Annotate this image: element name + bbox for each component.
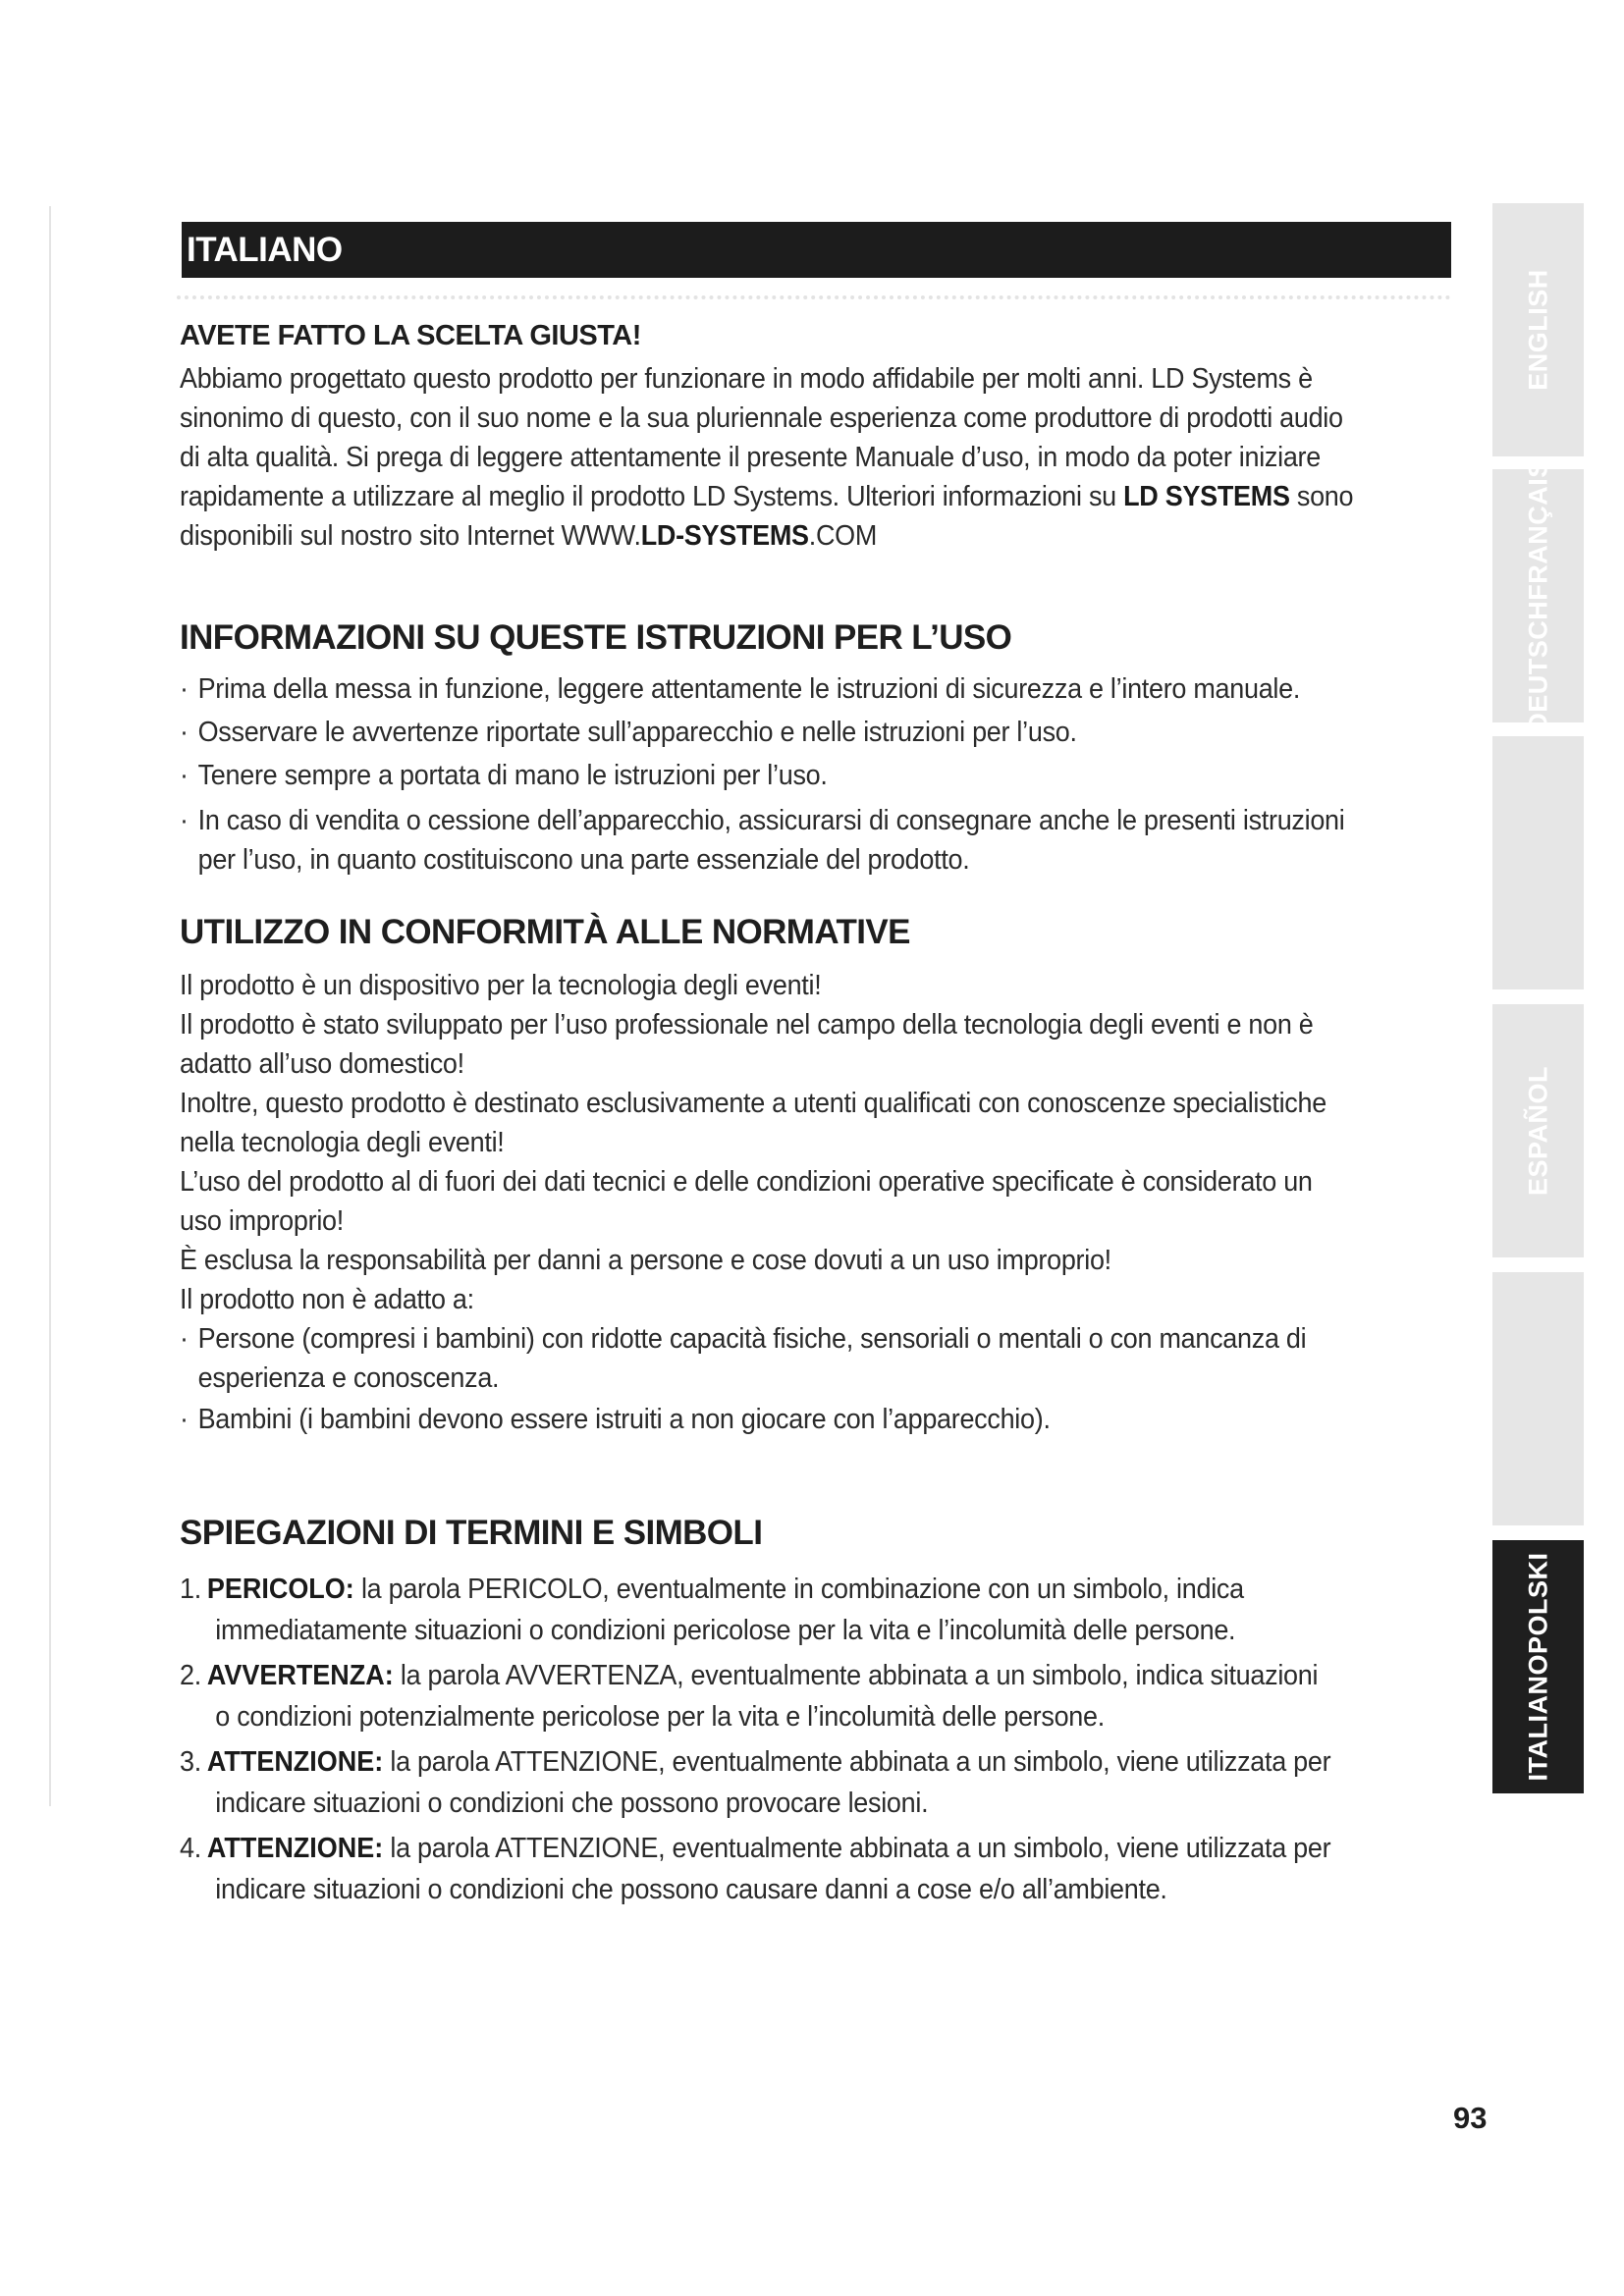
intro-line: Abbiamo progettato questo prodotto per funzionare in modo affidabile per molti anni. LD Systems è xyxy=(180,363,1313,395)
item-text: la parola PERICOLO, eventualmente in combinazione con un simbolo, indica xyxy=(353,1574,1244,1605)
tab-deutsch-francais[interactable] xyxy=(1492,459,1584,732)
item-text-continued: indicare situazioni o condizioni che possono causare danni a cose e/o all’ambiente. xyxy=(215,1874,1167,1905)
bullet-mark: · xyxy=(180,717,189,748)
header-accent xyxy=(177,222,182,278)
usage-bullet xyxy=(180,1400,1449,1439)
website-suffix: .COM xyxy=(808,520,878,552)
usage-bullet xyxy=(180,1319,1449,1398)
tab-english[interactable] xyxy=(1492,203,1584,456)
usage-line: adatto all’uso domestico! xyxy=(180,1048,464,1080)
intro-line-text: rapidamente a utilizzare al meglio il prodotto LD Systems. Ulteriori informazioni su xyxy=(180,481,1116,512)
instructions-bullet xyxy=(180,756,1449,795)
website-prefix: disponibili sul nostro sito Internet WWW. xyxy=(180,520,641,552)
intro-paragraph xyxy=(180,359,1449,556)
item-text: la parola ATTENZIONE, eventualmente abbinata a un simbolo, viene utilizzata per xyxy=(383,1746,1331,1778)
language-header-bar xyxy=(177,222,1451,278)
item-number: 3. xyxy=(180,1746,201,1778)
usage-heading: UTILIZZO IN CONFORMITÀ ALLE NORMATIVE xyxy=(180,913,910,951)
usage-line: uso improprio! xyxy=(180,1205,344,1237)
item-text-continued: indicare situazioni o condizioni che possono provocare lesioni. xyxy=(215,1788,929,1819)
bullet-text: In caso di vendita o cessione dell’apparecchio, assicurarsi di consegnare anche le presenti istruzioni xyxy=(197,805,1345,836)
intro-heading: AVETE FATTO LA SCELTA GIUSTA! xyxy=(180,320,641,351)
usage-line: Inoltre, questo prodotto è destinato esclusivamente a utenti qualificati con conoscenze specialistiche xyxy=(180,1088,1326,1119)
intro-line: sinonimo di questo, con il suo nome e la sua pluriennale esperienza come produttore di prodotti audio xyxy=(180,402,1343,434)
item-number: 1. xyxy=(180,1574,201,1605)
intro-line xyxy=(180,477,1449,516)
tab-label: ENGLISH xyxy=(1523,269,1552,391)
instructions-bullet xyxy=(180,669,1449,709)
bullet-mark: · xyxy=(180,1404,189,1435)
item-text: la parola ATTENZIONE, eventualmente abbinata a un simbolo, viene utilizzata per xyxy=(383,1833,1331,1864)
tab-label: ITALIANOPOLSKI xyxy=(1523,1552,1552,1782)
item-term: ATTENZIONE: xyxy=(206,1746,384,1778)
bullet-mark: · xyxy=(180,805,189,836)
usage-line: Il prodotto è un dispositivo per la tecnologia degli eventi! xyxy=(180,970,822,1001)
bullet-text: Persone (compresi i bambini) con ridotte capacità fisiche, sensoriali o mentali o con mancanza di xyxy=(197,1323,1307,1355)
item-number: 2. xyxy=(180,1660,201,1691)
bullet-text: Tenere sempre a portata di mano le istruzioni per l’uso. xyxy=(197,760,828,791)
tab-italiano-polski[interactable] xyxy=(1492,1540,1584,1793)
terms-item xyxy=(180,1569,1449,1651)
usage-line: Il prodotto è stato sviluppato per l’uso professionale nel campo della tecnologia degli eventi e non è xyxy=(180,1009,1314,1041)
terms-item xyxy=(180,1828,1449,1910)
website-domain: LD-SYSTEMS xyxy=(640,520,809,552)
bullet-text: Prima della messa in funzione, leggere attentamente le istruzioni di sicurezza e l’intero manuale. xyxy=(197,673,1301,705)
terms-item xyxy=(180,1655,1449,1737)
page-number: 93 xyxy=(1453,2101,1488,2135)
usage-line: Il prodotto non è adatto a: xyxy=(180,1284,474,1315)
item-term: AVVERTENZA: xyxy=(206,1660,394,1691)
item-text-continued: immediatamente situazioni o condizioni pericolose per la vita e l’incolumità delle persone. xyxy=(215,1615,1236,1646)
tab-blank-1[interactable] xyxy=(1492,736,1584,989)
bullet-text: Osservare le avvertenze riportate sull’apparecchio e nelle istruzioni per l’uso. xyxy=(197,717,1077,748)
intro-line: di alta qualità. Si prega di leggere attentamente il presente Manuale d’uso, in modo da poter iniziare xyxy=(180,442,1321,473)
instructions-heading: INFORMAZIONI SU QUESTE ISTRUZIONI PER L’USO xyxy=(180,618,1012,657)
item-term: ATTENZIONE: xyxy=(206,1833,384,1864)
bullet-text-continued: esperienza e conoscenza. xyxy=(197,1362,500,1394)
bullet-mark: · xyxy=(180,673,189,705)
bullet-mark: · xyxy=(180,760,189,791)
website-line xyxy=(180,516,1449,556)
bullet-text-continued: per l’uso, in quanto costituiscono una parte essenziale del prodotto. xyxy=(197,844,970,876)
bullet-mark: · xyxy=(180,1323,189,1355)
item-text: la parola AVVERTENZA, eventualmente abbinata a un simbolo, indica situazioni xyxy=(393,1660,1319,1691)
tab-label: DEUTSCHFRANÇAIS xyxy=(1523,459,1552,732)
tab-espanol[interactable] xyxy=(1492,1004,1584,1257)
item-text-continued: o condizioni potenzialmente pericolose per la vita e l’incolumità delle persone. xyxy=(215,1701,1105,1733)
brand-name: LD SYSTEMS xyxy=(1123,481,1290,512)
tab-blank-2[interactable] xyxy=(1492,1272,1584,1525)
instructions-bullet xyxy=(180,801,1449,880)
usage-line: L’uso del prodotto al di fuori dei dati tecnici e delle condizioni operative specificate è considerato un xyxy=(180,1166,1313,1198)
terms-heading: SPIEGAZIONI DI TERMINI E SIMBOLI xyxy=(180,1514,763,1552)
usage-line: È esclusa la responsabilità per danni a persone e cose dovuti a un uso improprio! xyxy=(180,1245,1111,1276)
language-title: ITALIANO xyxy=(187,231,343,269)
item-number: 4. xyxy=(180,1833,201,1864)
intro-line-tail: sono xyxy=(1289,481,1354,512)
terms-item xyxy=(180,1741,1449,1824)
item-term: PERICOLO: xyxy=(206,1574,354,1605)
usage-paragraph xyxy=(180,966,1449,1319)
dotted-divider xyxy=(177,295,1451,299)
bullet-text: Bambini (i bambini devono essere istruiti a non giocare con l’apparecchio). xyxy=(197,1404,1051,1435)
tab-label: ESPAÑOL xyxy=(1523,1065,1552,1197)
usage-line: nella tecnologia degli eventi! xyxy=(180,1127,505,1158)
page-margin-line xyxy=(49,206,51,1806)
instructions-bullet xyxy=(180,713,1449,752)
